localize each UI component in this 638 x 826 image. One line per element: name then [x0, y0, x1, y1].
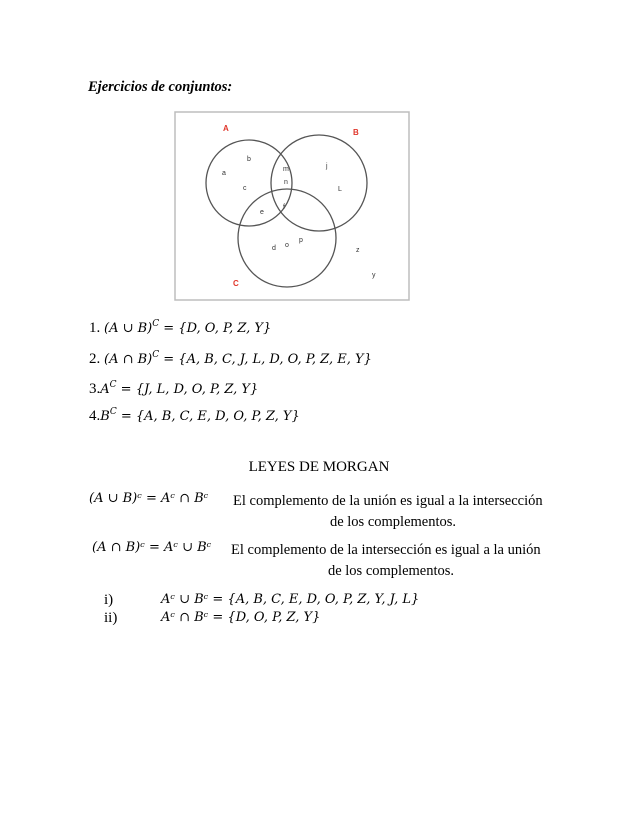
venn-diagram	[174, 111, 410, 301]
element-j: j	[326, 163, 328, 170]
exercise-sup: C	[152, 350, 160, 360]
exercise-number: 1.	[89, 320, 101, 336]
law-desc-line2: de los complementos.	[329, 514, 457, 530]
element-p: p	[299, 237, 303, 244]
law-formula: (A ∪ B)ᶜ = Aᶜ ∩ Bᶜ	[89, 491, 209, 506]
set-c-label: C	[233, 279, 239, 288]
exercise-result: = {J, L, D, O, P, Z, Y}	[116, 382, 259, 397]
exercise-result: = {D, O, P, Z, Y}	[159, 321, 272, 336]
exercise-expr: B	[100, 409, 110, 424]
exercise-number: 2.	[89, 351, 101, 367]
set-b-label: B	[353, 128, 359, 137]
set-a-circle	[206, 140, 292, 226]
example-label: ii)	[104, 610, 118, 626]
element-o: o	[285, 242, 289, 249]
example-label: i)	[104, 592, 114, 608]
morgan-title: LEYES DE MORGAN	[248, 459, 390, 475]
example-formula: Aᶜ ∩ Bᶜ = {D, O, P, Z, Y}	[161, 610, 321, 625]
exercise-result: = {A, B, C, E, D, O, P, Z, Y}	[116, 409, 300, 424]
law-desc-line2: de los complementos.	[327, 563, 455, 579]
element-a: a	[222, 170, 226, 177]
example-formula: Aᶜ ∪ Bᶜ = {A, B, C, E, D, O, P, Z, Y, J, L}	[161, 592, 420, 607]
set-a-label: A	[223, 124, 229, 133]
exercise-result: = {A, B, C, J, L, D, O, P, Z, E, Y}	[159, 352, 372, 367]
element-c: c	[243, 185, 247, 192]
element-L: L	[338, 186, 342, 193]
element-y: y	[372, 272, 376, 279]
element-z: z	[356, 247, 360, 254]
element-n: n	[284, 179, 288, 186]
page-title: Ejercicios de conjuntos:	[88, 79, 233, 95]
element-d: d	[272, 245, 276, 252]
exercise-sup: C	[152, 319, 160, 329]
law-desc-line1: El complemento de la intersección es igual a la unión	[231, 542, 541, 558]
exercise-expr: (A ∩ B)	[104, 352, 153, 367]
element-m: m	[283, 166, 289, 173]
law-formula: (A ∩ B)ᶜ = Aᶜ ∪ Bᶜ	[92, 540, 212, 555]
exercise-sup: C	[109, 407, 117, 417]
law-desc-line1: El complemento de la unión es igual a la intersección	[233, 493, 543, 509]
exercise-expr: A	[100, 382, 110, 397]
element-e: e	[260, 209, 264, 216]
exercise-2	[89, 350, 372, 368]
element-f: f	[283, 204, 285, 211]
law-description	[231, 540, 551, 582]
exercise-expr: (A ∪ B)	[104, 321, 153, 336]
exercise-1	[89, 319, 271, 337]
exercise-number: 4.	[89, 408, 101, 424]
exercise-sup: C	[109, 380, 117, 390]
exercise-4	[89, 407, 300, 425]
exercise-number: 3.	[89, 381, 101, 397]
exercise-3	[89, 380, 258, 398]
law-description	[233, 491, 553, 533]
element-b: b	[247, 156, 251, 163]
